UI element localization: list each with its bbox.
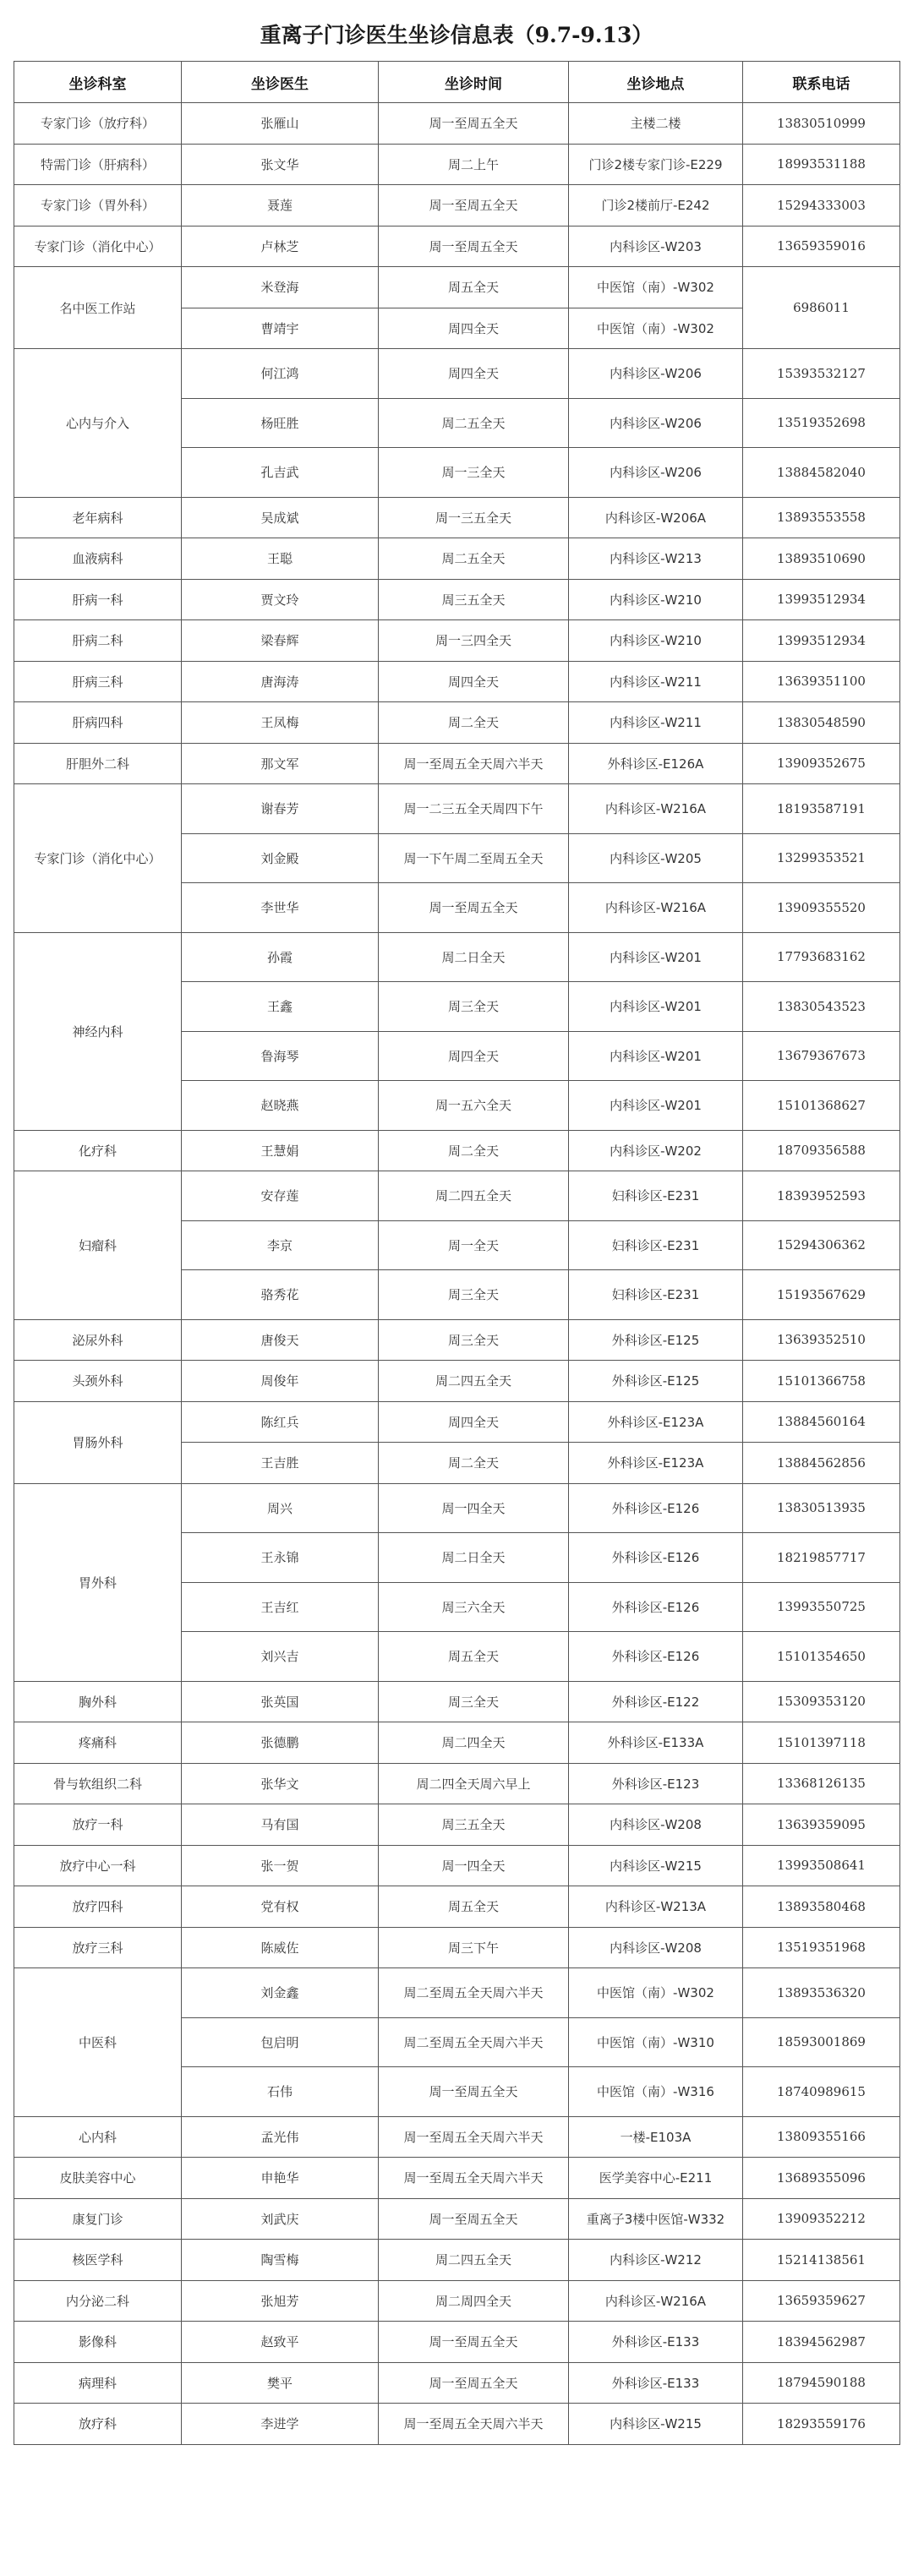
location-cell: 门诊2楼前厅-E242: [569, 185, 743, 226]
location-cell: 妇科诊区-E231: [569, 1270, 743, 1320]
phone-cell: 15101366758: [743, 1361, 900, 1402]
table-row: [14, 579, 900, 620]
location-cell: 内科诊区-W206: [569, 448, 743, 498]
dept-cell: 神经内科: [14, 932, 182, 1130]
time-cell: 周二四五全天: [379, 1361, 569, 1402]
phone-cell: 13659359016: [743, 226, 900, 267]
time-cell: 周一三四全天: [379, 620, 569, 662]
location-cell: 外科诊区-E125: [569, 1361, 743, 1402]
table-row: [14, 185, 900, 226]
doctor-cell: 何江鸿: [182, 349, 379, 399]
phone-cell: 13830513935: [743, 1483, 900, 1533]
phone-cell: 13689355096: [743, 2158, 900, 2199]
dept-cell: 康复门诊: [14, 2198, 182, 2240]
doctor-cell: 孟光伟: [182, 2116, 379, 2158]
doctor-cell: 刘兴吉: [182, 1632, 379, 1682]
doctor-cell: 王吉胜: [182, 1443, 379, 1484]
phone-cell: 18593001869: [743, 2017, 900, 2067]
table-row: [14, 1845, 900, 1886]
dept-cell: 老年病科: [14, 497, 182, 538]
time-cell: 周二四全天周六早上: [379, 1763, 569, 1804]
time-cell: 周二日全天: [379, 1533, 569, 1583]
doctor-cell: 陈威佐: [182, 1927, 379, 1968]
phone-cell: 13909352212: [743, 2198, 900, 2240]
schedule-body: [14, 103, 900, 2445]
phone-cell: 13909355520: [743, 883, 900, 933]
time-cell: 周一至周五全天: [379, 226, 569, 267]
time-cell: 周二四五全天: [379, 2240, 569, 2281]
location-cell: 内科诊区-W211: [569, 661, 743, 702]
header-time: 坐诊时间: [379, 62, 569, 103]
table-row: [14, 1319, 900, 1361]
dept-cell: 肝病二科: [14, 620, 182, 662]
phone-cell: 13993512934: [743, 579, 900, 620]
location-cell: 外科诊区-E126: [569, 1582, 743, 1632]
location-cell: 外科诊区-E126A: [569, 743, 743, 784]
location-cell: 妇科诊区-E231: [569, 1171, 743, 1221]
table-row: [14, 538, 900, 580]
table-row: [14, 2404, 900, 2445]
time-cell: 周五全天: [379, 1886, 569, 1928]
location-cell: 内科诊区-W216A: [569, 784, 743, 834]
location-cell: 内科诊区-W203: [569, 226, 743, 267]
doctor-cell: 王永锦: [182, 1533, 379, 1583]
location-cell: 外科诊区-E123: [569, 1763, 743, 1804]
location-cell: 内科诊区-W201: [569, 932, 743, 982]
doctor-cell: 陈红兵: [182, 1401, 379, 1443]
location-cell: 内科诊区-W215: [569, 1845, 743, 1886]
phone-cell: 13893580468: [743, 1886, 900, 1928]
phone-cell: 18393952593: [743, 1171, 900, 1221]
phone-cell: 18993531188: [743, 144, 900, 185]
phone-cell: 13830510999: [743, 103, 900, 145]
location-cell: 妇科诊区-E231: [569, 1220, 743, 1270]
doctor-cell: 陶雪梅: [182, 2240, 379, 2281]
time-cell: 周二周四全天: [379, 2280, 569, 2322]
location-cell: 内科诊区-W202: [569, 1130, 743, 1171]
table-row: [14, 1763, 900, 1804]
time-cell: 周一至周五全天: [379, 883, 569, 933]
doctor-cell: 鲁海琴: [182, 1031, 379, 1081]
doctor-cell: 杨旺胜: [182, 398, 379, 448]
dept-cell: 放疗科: [14, 2404, 182, 2445]
table-row: [14, 1927, 900, 1968]
time-cell: 周一至周五全天: [379, 2198, 569, 2240]
table-row: [14, 267, 900, 308]
dept-cell: 中医科: [14, 1968, 182, 2117]
time-cell: 周一二三五全天周四下午: [379, 784, 569, 834]
doctor-cell: 骆秀花: [182, 1270, 379, 1320]
table-row: [14, 1401, 900, 1443]
doctor-cell: 王慧娟: [182, 1130, 379, 1171]
header-location: 坐诊地点: [569, 62, 743, 103]
phone-cell: 17793683162: [743, 932, 900, 982]
time-cell: 周一四全天: [379, 1845, 569, 1886]
header-phone: 联系电话: [743, 62, 900, 103]
doctor-cell: 卢林芝: [182, 226, 379, 267]
page-title: [0, 19, 913, 49]
phone-cell: 13639351100: [743, 661, 900, 702]
dept-cell: 心内与介入: [14, 349, 182, 498]
location-cell: 外科诊区-E125: [569, 1319, 743, 1361]
time-cell: 周一至周五全天周六半天: [379, 2116, 569, 2158]
location-cell: 内科诊区-W212: [569, 2240, 743, 2281]
time-cell: 周三全天: [379, 1681, 569, 1722]
phone-cell: 13993550725: [743, 1582, 900, 1632]
time-cell: 周二至周五全天周六半天: [379, 1968, 569, 2018]
location-cell: 主楼二楼: [569, 103, 743, 145]
location-cell: 外科诊区-E123A: [569, 1401, 743, 1443]
phone-cell: 13893536320: [743, 1968, 900, 2018]
location-cell: 内科诊区-W208: [569, 1804, 743, 1846]
location-cell: 中医馆（南）-W316: [569, 2067, 743, 2117]
dept-cell: 泌尿外科: [14, 1319, 182, 1361]
header-row: [14, 62, 900, 103]
time-cell: 周三全天: [379, 1319, 569, 1361]
doctor-cell: 孙霞: [182, 932, 379, 982]
doctor-cell: 贾文玲: [182, 579, 379, 620]
table-row: [14, 2116, 900, 2158]
table-row: [14, 103, 900, 145]
doctor-cell: 唐海涛: [182, 661, 379, 702]
dept-cell: 内分泌二科: [14, 2280, 182, 2322]
location-cell: 重离子3楼中医馆-W332: [569, 2198, 743, 2240]
dept-cell: 放疗中心一科: [14, 1845, 182, 1886]
location-cell: 外科诊区-E126: [569, 1632, 743, 1682]
doctor-cell: 王吉红: [182, 1582, 379, 1632]
doctor-cell: 张一贺: [182, 1845, 379, 1886]
table-row: [14, 1361, 900, 1402]
location-cell: 中医馆（南）-W310: [569, 2017, 743, 2067]
location-cell: 门诊2楼专家门诊-E229: [569, 144, 743, 185]
time-cell: 周三下午: [379, 1927, 569, 1968]
phone-cell: 13519351968: [743, 1927, 900, 1968]
date-range: （9.7-9.13）: [513, 23, 653, 47]
doctor-cell: 石伟: [182, 2067, 379, 2117]
table-row: [14, 932, 900, 982]
time-cell: 周一至周五全天: [379, 2067, 569, 2117]
dept-cell: 皮肤美容中心: [14, 2158, 182, 2199]
time-cell: 周二上午: [379, 144, 569, 185]
title-text: 重离子门诊医生坐诊信息表: [260, 23, 514, 47]
doctor-cell: 马有国: [182, 1804, 379, 1846]
phone-cell: 13884560164: [743, 1401, 900, 1443]
doctor-cell: 张英国: [182, 1681, 379, 1722]
dept-cell: 妇瘤科: [14, 1171, 182, 1320]
dept-cell: 放疗一科: [14, 1804, 182, 1846]
dept-cell: 头颈外科: [14, 1361, 182, 1402]
doctor-cell: 刘金鑫: [182, 1968, 379, 2018]
header-doctor: 坐诊医生: [182, 62, 379, 103]
location-cell: 内科诊区-W210: [569, 620, 743, 662]
table-row: [14, 661, 900, 702]
table-row: [14, 349, 900, 399]
doctor-cell: 曹靖宇: [182, 308, 379, 349]
location-cell: 内科诊区-W208: [569, 1927, 743, 1968]
location-cell: 中医馆（南）-W302: [569, 308, 743, 349]
dept-cell: 专家门诊（消化中心）: [14, 784, 182, 933]
location-cell: 内科诊区-W205: [569, 833, 743, 883]
dept-cell: 专家门诊（消化中心）: [14, 226, 182, 267]
phone-cell: 13993512934: [743, 620, 900, 662]
time-cell: 周四全天: [379, 1401, 569, 1443]
doctor-cell: 张德鹏: [182, 1722, 379, 1764]
table-row: [14, 1483, 900, 1533]
time-cell: 周二全天: [379, 1130, 569, 1171]
table-row: [14, 226, 900, 267]
doctor-cell: 樊平: [182, 2362, 379, 2404]
phone-cell: 15101397118: [743, 1722, 900, 1764]
phone-cell: 15214138561: [743, 2240, 900, 2281]
dept-cell: 化疗科: [14, 1130, 182, 1171]
phone-cell: 13639359095: [743, 1804, 900, 1846]
doctor-cell: 孔吉武: [182, 448, 379, 498]
table-row: [14, 144, 900, 185]
table-row: [14, 2198, 900, 2240]
location-cell: 内科诊区-W206A: [569, 497, 743, 538]
doctor-cell: 张文华: [182, 144, 379, 185]
location-cell: 内科诊区-W213A: [569, 1886, 743, 1928]
time-cell: 周一至周五全天: [379, 2362, 569, 2404]
table-row: [14, 1804, 900, 1846]
dept-cell: 肝病一科: [14, 579, 182, 620]
doctor-cell: 吴成斌: [182, 497, 379, 538]
dept-cell: 专家门诊（胃外科）: [14, 185, 182, 226]
doctor-cell: 申艳华: [182, 2158, 379, 2199]
phone-cell: 15294306362: [743, 1220, 900, 1270]
time-cell: 周四全天: [379, 308, 569, 349]
header-dept: 坐诊科室: [14, 62, 182, 103]
doctor-cell: 张雁山: [182, 103, 379, 145]
phone-cell: 6986011: [743, 267, 900, 349]
time-cell: 周五全天: [379, 1632, 569, 1682]
phone-cell: 18394562987: [743, 2322, 900, 2363]
doctor-cell: 梁春辉: [182, 620, 379, 662]
phone-cell: 13659359627: [743, 2280, 900, 2322]
time-cell: 周一五六全天: [379, 1081, 569, 1131]
time-cell: 周五全天: [379, 267, 569, 308]
doctor-cell: 王凤梅: [182, 702, 379, 744]
time-cell: 周一至周五全天: [379, 185, 569, 226]
location-cell: 内科诊区-W206: [569, 398, 743, 448]
phone-cell: 13519352698: [743, 398, 900, 448]
phone-cell: 13893553558: [743, 497, 900, 538]
phone-cell: 15309353120: [743, 1681, 900, 1722]
phone-cell: 18709356588: [743, 1130, 900, 1171]
dept-cell: 血液病科: [14, 538, 182, 580]
table-row: [14, 497, 900, 538]
table-row: [14, 2322, 900, 2363]
time-cell: 周二至周五全天周六半天: [379, 2017, 569, 2067]
time-cell: 周一至周五全天周六半天: [379, 2404, 569, 2445]
time-cell: 周四全天: [379, 1031, 569, 1081]
location-cell: 外科诊区-E133: [569, 2322, 743, 2363]
dept-cell: 专家门诊（放疗科）: [14, 103, 182, 145]
doctor-cell: 王聪: [182, 538, 379, 580]
doctor-cell: 周兴: [182, 1483, 379, 1533]
phone-cell: 15101368627: [743, 1081, 900, 1131]
doctor-cell: 赵致平: [182, 2322, 379, 2363]
table-row: [14, 2158, 900, 2199]
phone-cell: 13368126135: [743, 1763, 900, 1804]
time-cell: 周一三五全天: [379, 497, 569, 538]
table-row: [14, 743, 900, 784]
time-cell: 周二四全天: [379, 1722, 569, 1764]
dept-cell: 胸外科: [14, 1681, 182, 1722]
dept-cell: 影像科: [14, 2322, 182, 2363]
table-row: [14, 1130, 900, 1171]
dept-cell: 心内科: [14, 2116, 182, 2158]
phone-cell: 18794590188: [743, 2362, 900, 2404]
dept-cell: 放疗三科: [14, 1927, 182, 1968]
time-cell: 周二全天: [379, 702, 569, 744]
doctor-cell: 周俊年: [182, 1361, 379, 1402]
location-cell: 医学美容中心-E211: [569, 2158, 743, 2199]
time-cell: 周二日全天: [379, 932, 569, 982]
dept-cell: 胃外科: [14, 1483, 182, 1681]
doctor-cell: 那文军: [182, 743, 379, 784]
phone-cell: 13993508641: [743, 1845, 900, 1886]
location-cell: 内科诊区-W211: [569, 702, 743, 744]
location-cell: 内科诊区-W216A: [569, 2280, 743, 2322]
time-cell: 周二全天: [379, 1443, 569, 1484]
time-cell: 周一至周五全天: [379, 103, 569, 145]
time-cell: 周二四五全天: [379, 1171, 569, 1221]
doctor-cell: 李进学: [182, 2404, 379, 2445]
doctor-cell: 李京: [182, 1220, 379, 1270]
time-cell: 周一至周五全天周六半天: [379, 743, 569, 784]
phone-cell: 15193567629: [743, 1270, 900, 1320]
doctor-cell: 王鑫: [182, 982, 379, 1032]
phone-cell: 13679367673: [743, 1031, 900, 1081]
location-cell: 内科诊区-W201: [569, 1081, 743, 1131]
time-cell: 周一下午周二至周五全天: [379, 833, 569, 883]
phone-cell: 13639352510: [743, 1319, 900, 1361]
dept-cell: 放疗四科: [14, 1886, 182, 1928]
location-cell: 内科诊区-W201: [569, 1031, 743, 1081]
time-cell: 周二五全天: [379, 538, 569, 580]
time-cell: 周一四全天: [379, 1483, 569, 1533]
time-cell: 周一三全天: [379, 448, 569, 498]
time-cell: 周三全天: [379, 1270, 569, 1320]
location-cell: 内科诊区-W215: [569, 2404, 743, 2445]
table-row: [14, 1171, 900, 1221]
phone-cell: 18293559176: [743, 2404, 900, 2445]
table-row: [14, 1886, 900, 1928]
dept-cell: 特需门诊（肝病科）: [14, 144, 182, 185]
phone-cell: 18193587191: [743, 784, 900, 834]
dept-cell: 名中医工作站: [14, 267, 182, 349]
dept-cell: 核医学科: [14, 2240, 182, 2281]
table-row: [14, 2240, 900, 2281]
location-cell: 内科诊区-W213: [569, 538, 743, 580]
phone-cell: 13809355166: [743, 2116, 900, 2158]
doctor-cell: 张旭芳: [182, 2280, 379, 2322]
table-row: [14, 620, 900, 662]
doctor-cell: 米登海: [182, 267, 379, 308]
time-cell: 周一全天: [379, 1220, 569, 1270]
time-cell: 周一至周五全天周六半天: [379, 2158, 569, 2199]
doctor-cell: 聂莲: [182, 185, 379, 226]
phone-cell: 15294333003: [743, 185, 900, 226]
table-row: [14, 2362, 900, 2404]
phone-cell: 18219857717: [743, 1533, 900, 1583]
phone-cell: 13884562856: [743, 1443, 900, 1484]
dept-cell: 胃肠外科: [14, 1401, 182, 1483]
table-row: [14, 1681, 900, 1722]
location-cell: 外科诊区-E122: [569, 1681, 743, 1722]
time-cell: 周三五全天: [379, 1804, 569, 1846]
dept-cell: 骨与软组织二科: [14, 1763, 182, 1804]
location-cell: 内科诊区-W206: [569, 349, 743, 399]
location-cell: 中医馆（南）-W302: [569, 267, 743, 308]
time-cell: 周二五全天: [379, 398, 569, 448]
phone-cell: 15101354650: [743, 1632, 900, 1682]
location-cell: 内科诊区-W201: [569, 982, 743, 1032]
phone-cell: 15393532127: [743, 349, 900, 399]
schedule-table: [14, 61, 900, 2445]
doctor-cell: 唐俊天: [182, 1319, 379, 1361]
table-row: [14, 1722, 900, 1764]
phone-cell: 13909352675: [743, 743, 900, 784]
dept-cell: 肝病三科: [14, 661, 182, 702]
phone-cell: 13893510690: [743, 538, 900, 580]
table-row: [14, 702, 900, 744]
location-cell: 中医馆（南）-W302: [569, 1968, 743, 2018]
table-row: [14, 2280, 900, 2322]
time-cell: 周三六全天: [379, 1582, 569, 1632]
doctor-cell: 刘武庆: [182, 2198, 379, 2240]
phone-cell: 18740989615: [743, 2067, 900, 2117]
time-cell: 周四全天: [379, 349, 569, 399]
location-cell: 外科诊区-E126: [569, 1483, 743, 1533]
time-cell: 周四全天: [379, 661, 569, 702]
location-cell: 一楼-E103A: [569, 2116, 743, 2158]
phone-cell: 13830548590: [743, 702, 900, 744]
dept-cell: 病理科: [14, 2362, 182, 2404]
doctor-cell: 包启明: [182, 2017, 379, 2067]
phone-cell: 13830543523: [743, 982, 900, 1032]
doctor-cell: 刘金殿: [182, 833, 379, 883]
table-row: [14, 1968, 900, 2018]
time-cell: 周三全天: [379, 982, 569, 1032]
location-cell: 内科诊区-W210: [569, 579, 743, 620]
table-row: [14, 784, 900, 834]
doctor-cell: 张华文: [182, 1763, 379, 1804]
location-cell: 外科诊区-E123A: [569, 1443, 743, 1484]
time-cell: 周一至周五全天: [379, 2322, 569, 2363]
location-cell: 外科诊区-E133: [569, 2362, 743, 2404]
doctor-cell: 谢春芳: [182, 784, 379, 834]
dept-cell: 肝胆外二科: [14, 743, 182, 784]
location-cell: 外科诊区-E126: [569, 1533, 743, 1583]
doctor-cell: 安存莲: [182, 1171, 379, 1221]
phone-cell: 13884582040: [743, 448, 900, 498]
doctor-cell: 赵晓燕: [182, 1081, 379, 1131]
phone-cell: 13299353521: [743, 833, 900, 883]
doctor-cell: 党有权: [182, 1886, 379, 1928]
time-cell: 周三五全天: [379, 579, 569, 620]
location-cell: 外科诊区-E133A: [569, 1722, 743, 1764]
doctor-cell: 李世华: [182, 883, 379, 933]
dept-cell: 疼痛科: [14, 1722, 182, 1764]
dept-cell: 肝病四科: [14, 702, 182, 744]
location-cell: 内科诊区-W216A: [569, 883, 743, 933]
